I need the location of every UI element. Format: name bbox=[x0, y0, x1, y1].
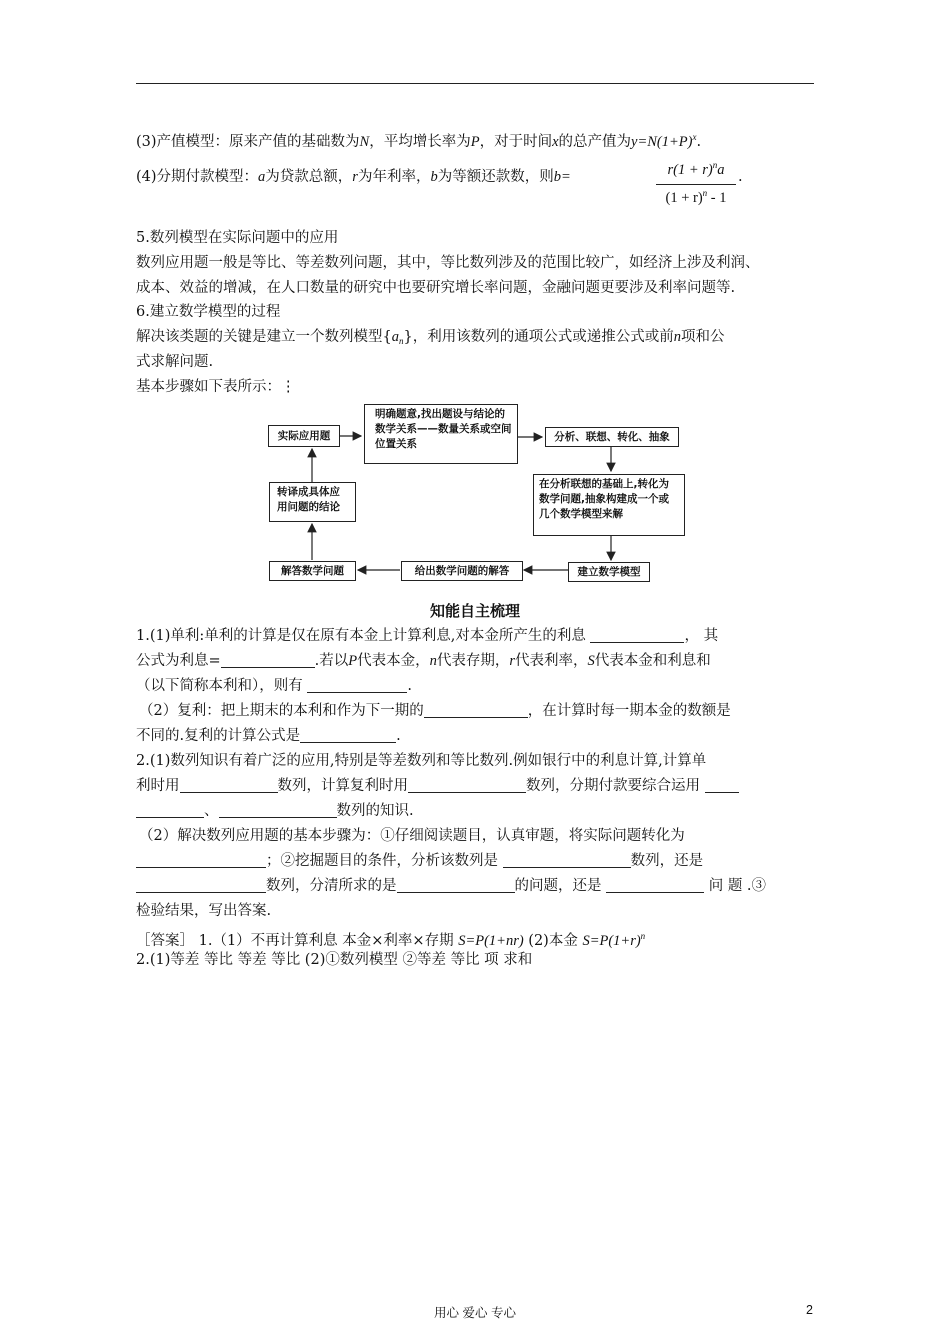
question-2b-line: （2）解决数列应用题的基本步骤为：①仔细阅读题目，认真审题，将实际问题转化为 bbox=[139, 828, 685, 844]
fraction-denominator: $(1 + r)^n - 1$ bbox=[665, 188, 727, 206]
section-heading: 知能自主梳理 bbox=[429, 602, 520, 620]
blank bbox=[503, 852, 631, 868]
blank bbox=[221, 652, 315, 668]
blank bbox=[424, 702, 528, 718]
text: ，对于时间 bbox=[479, 134, 553, 150]
formula-lhs: b= bbox=[553, 169, 571, 185]
flow-box-analyze: 分析、联想、转化、抽象 bbox=[545, 427, 679, 447]
text: 为等额还款数，则 bbox=[437, 169, 554, 185]
flow-box-transform: 在分析联想的基础上,转化为数学问题,抽象构建成一个或几个数学模型来解 bbox=[533, 474, 685, 536]
var-b: b bbox=[430, 169, 438, 185]
blank bbox=[136, 877, 266, 893]
var-N: N bbox=[359, 134, 370, 150]
flow-box-application: 实际应用题 bbox=[268, 425, 340, 447]
blank bbox=[136, 852, 266, 868]
section-6-title: 6.建立数学模型的过程 bbox=[136, 304, 281, 320]
answer-line: ［答案］ 1.（1）不再计算利息 本金×利率×存期 S=P(1+nr) (2)本金 $S=P(1+r)^n$ bbox=[136, 931, 646, 949]
text: ，平均增长率为 bbox=[369, 134, 471, 150]
paragraph-line: 式求解问题. bbox=[136, 354, 214, 370]
question-1-line: （以下简称本利和），则有 . bbox=[136, 678, 412, 694]
text: 为年利率， bbox=[357, 169, 431, 185]
fraction-numerator: $r(1 + r)^na$ bbox=[667, 160, 725, 178]
question-2b-line: 数列，分清所求的是 的问题，还是 问 题 .③ bbox=[136, 876, 766, 896]
blank bbox=[705, 777, 739, 793]
paragraph-line: 解决该类题的关键是建立一个数列模型$\{a_n\}$，利用该数列的通项公式或递推公式或前n项和公 bbox=[136, 329, 725, 346]
blank bbox=[180, 777, 278, 793]
paragraph-line: 成本、效益的增减，在人口数量的研究中也要研究增长率问题，金融问题更要涉及利率问题等. bbox=[136, 280, 736, 296]
question-1b-line: 不同的.复利的计算公式是 . bbox=[136, 728, 401, 744]
paragraph-line: 基本步骤如下表所示：⋮ bbox=[136, 379, 296, 395]
blank bbox=[606, 877, 704, 893]
flow-box-translate: 转译成具体应用问题的结论 bbox=[269, 482, 356, 522]
flow-box-solve: 给出数学问题的解答 bbox=[401, 561, 523, 581]
paragraph-line: 数列应用题一般是等比、等差数列问题，其中，等比数列涉及的范围比较广，如经济上涉及利润、 bbox=[136, 255, 760, 271]
section-5-title: 5.数列模型在实际问题中的应用 bbox=[136, 230, 339, 246]
blank bbox=[136, 802, 204, 818]
question-2-line: 利时用 数列，计算复利时用 数列，分期付款要综合运用 bbox=[136, 776, 739, 796]
page-footer: 用心 爱心 专心 bbox=[434, 1306, 516, 1320]
period: . bbox=[738, 169, 743, 185]
var-a: a bbox=[258, 169, 266, 185]
flow-box-build-model: 建立数学模型 bbox=[568, 562, 650, 582]
flow-box-answer: 解答数学问题 bbox=[269, 561, 356, 581]
text: 为贷款总额， bbox=[265, 169, 353, 185]
question-2-line: 、 数列的知识. bbox=[136, 801, 414, 821]
var-P: P bbox=[470, 134, 480, 150]
blank bbox=[590, 627, 684, 643]
question-2b-line: 检验结果，写出答案. bbox=[136, 903, 272, 919]
blank bbox=[219, 802, 337, 818]
blank bbox=[408, 777, 526, 793]
question-1-line: 公式为利息= .若以P代表本金，n代表存期，r代表利率，S代表本金和利息和 bbox=[136, 653, 711, 669]
page-number: 2 bbox=[806, 1303, 813, 1317]
var-r: r bbox=[352, 169, 358, 185]
text: . bbox=[696, 134, 702, 150]
var-x: x bbox=[552, 134, 559, 150]
formula: y=N(1+P) bbox=[631, 134, 693, 150]
text: (4)分期付款模型： bbox=[136, 169, 259, 185]
question-1b-line: （2）复利：把上期末的本利和作为下一期的 ，在计算时每一期本金的数额是 bbox=[139, 703, 731, 719]
text: (3)产值模型：原来产值的基础数为 bbox=[136, 134, 360, 150]
question-1-line: 1.(1)单利:单利的计算是仅在原有本金上计算利息,对本金所产生的利息 ， 其 bbox=[136, 628, 719, 644]
blank bbox=[307, 677, 407, 693]
question-2-line: 2.(1)数列知识有着广泛的应用,特别是等差数列和等比数列.例如银行中的利息计算,计算单 bbox=[136, 753, 707, 769]
exponent: x bbox=[692, 132, 697, 142]
answer-line: 2.(1)等差 等比 等差 等比 (2)①数列模型 ②等差 等比 项 求和 bbox=[136, 952, 533, 968]
blank bbox=[397, 877, 515, 893]
text: 的总产值为 bbox=[558, 134, 632, 150]
question-2b-line: ；②挖掘题目的条件，分析该数列是 数列，还是 bbox=[136, 851, 703, 871]
blank bbox=[300, 727, 396, 743]
flow-box-clarify: 明确题意,找出题设与结论的数学关系——数量关系或空间位置关系 bbox=[364, 404, 518, 464]
